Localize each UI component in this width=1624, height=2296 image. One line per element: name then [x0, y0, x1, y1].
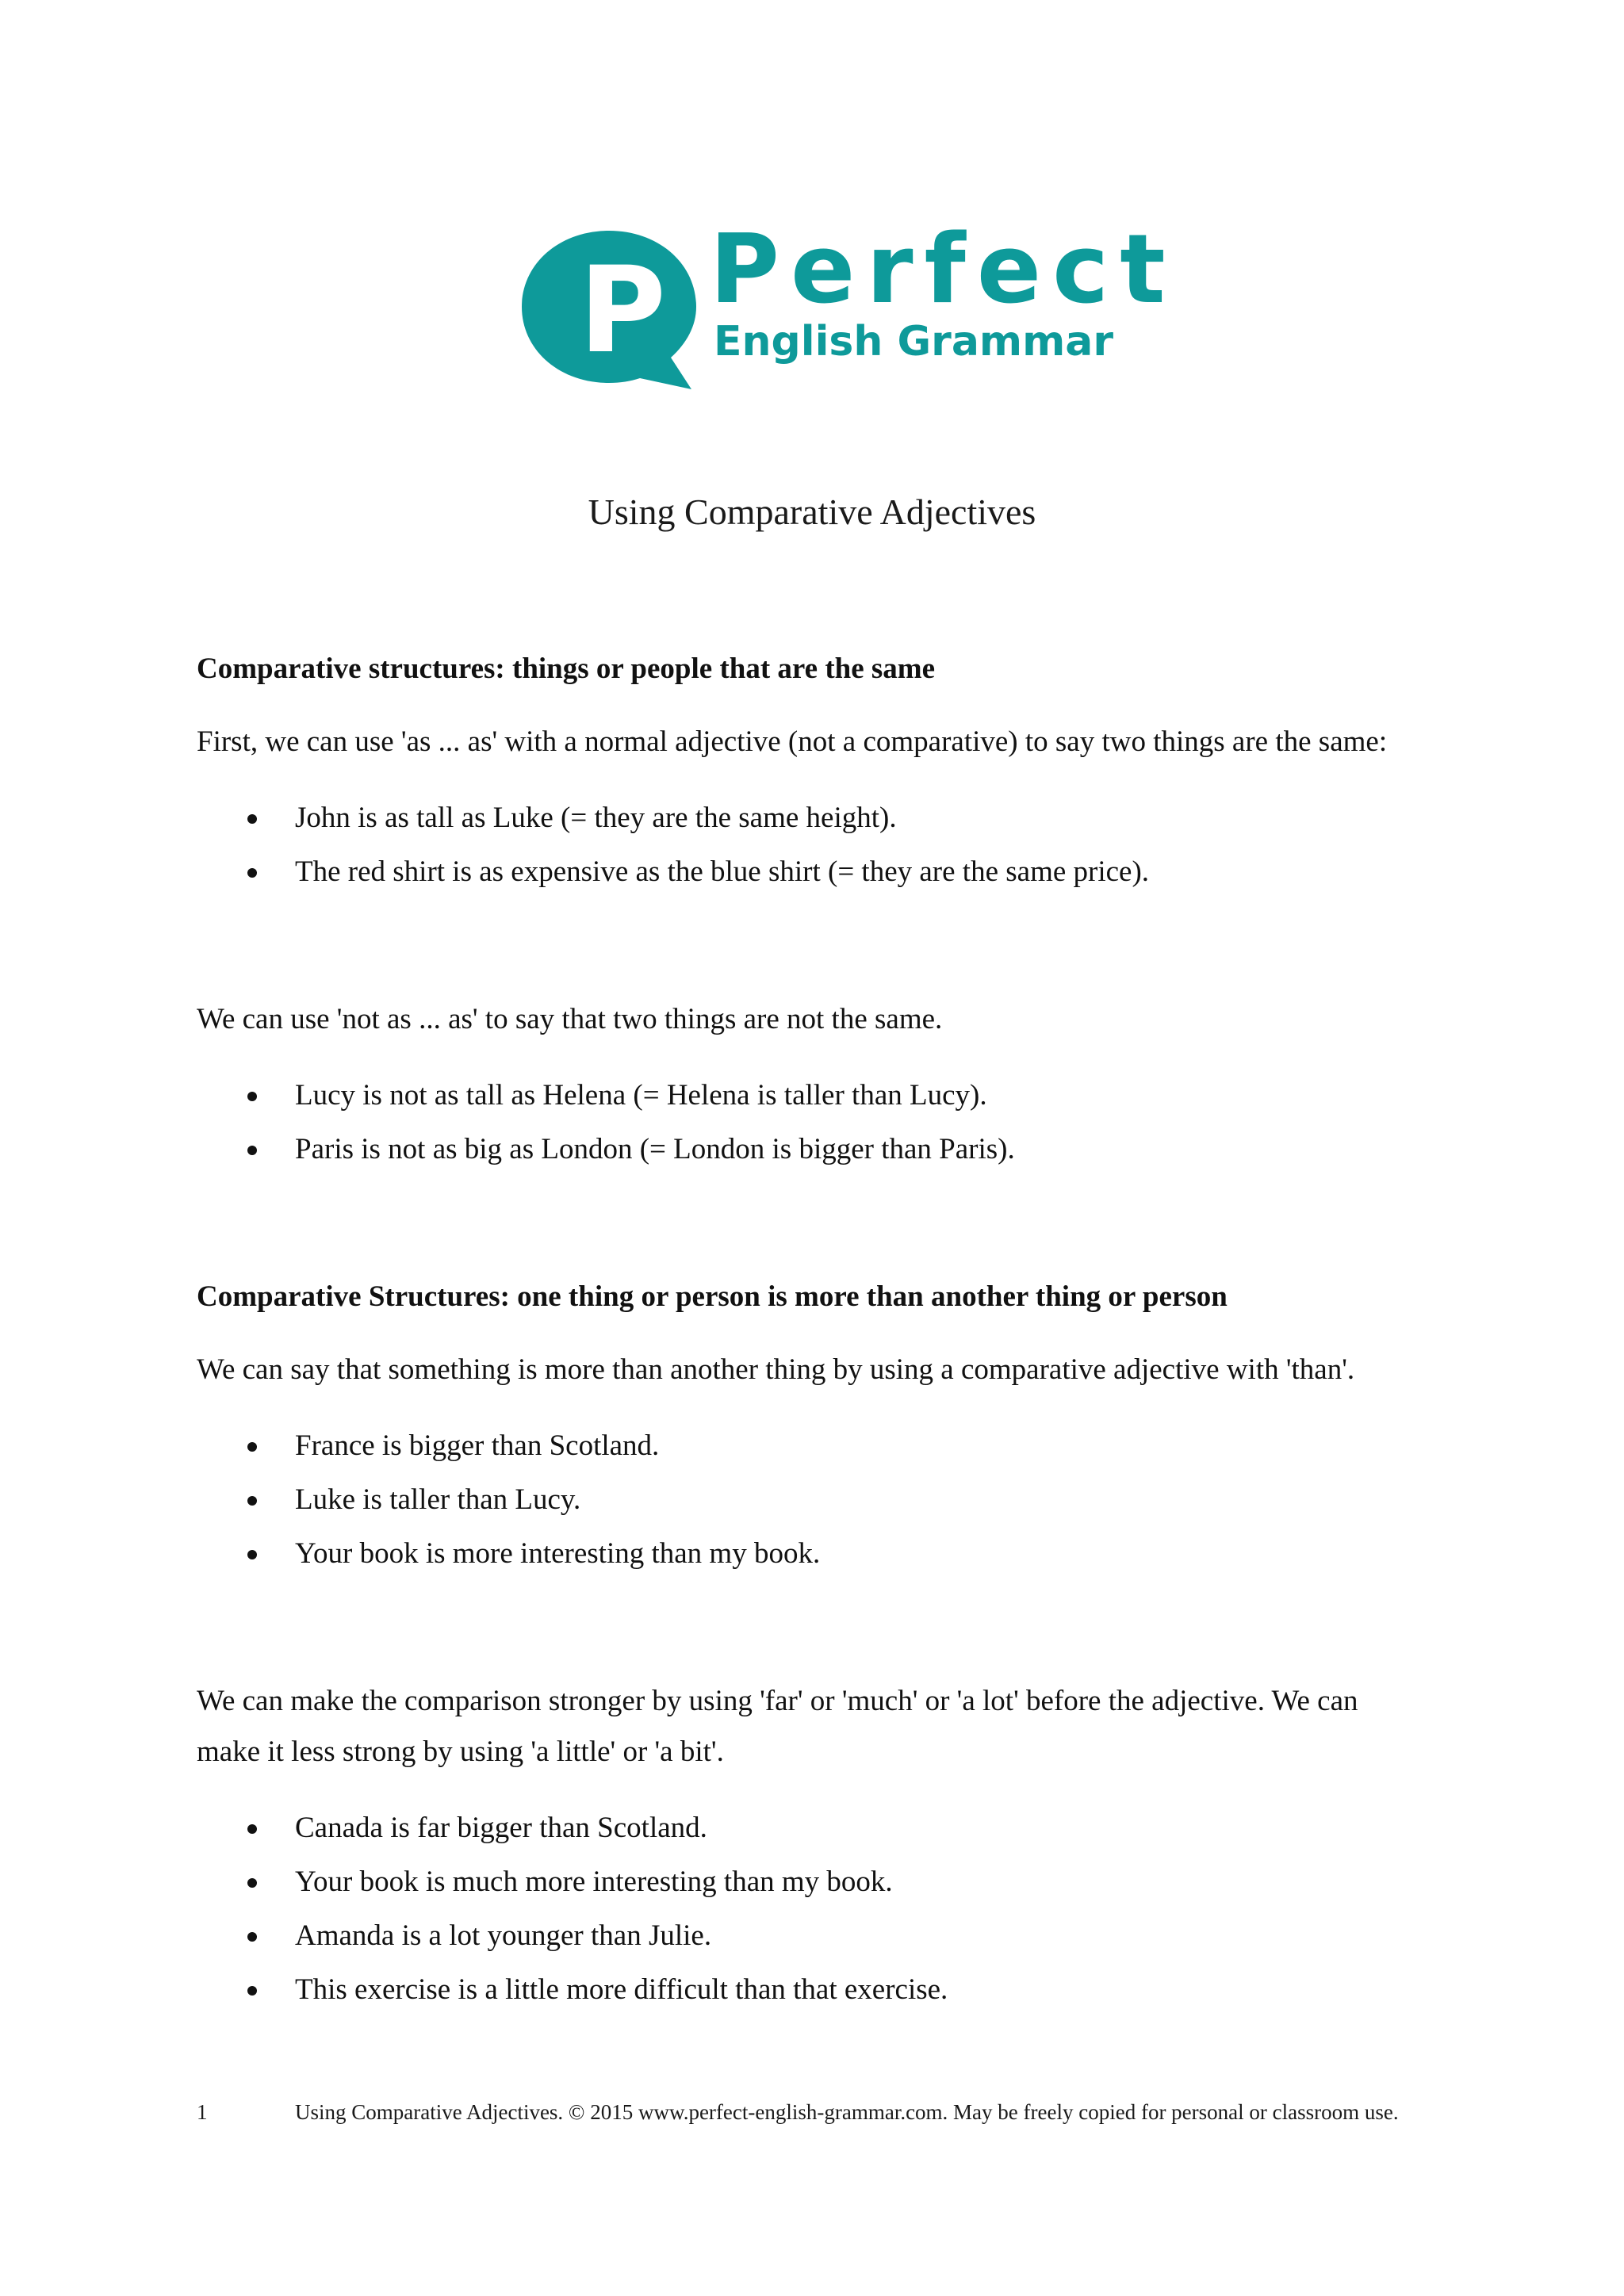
page-title: Using Comparative Adjectives — [588, 492, 1036, 532]
section-1-group-1 — [197, 717, 1434, 767]
list-item: Lucy is not as tall as Helena (= Helena is taller than Lucy). — [197, 1069, 1434, 1123]
footer-text: Using Comparative Adjectives. © 2015 www.perfect-english-grammar.com. May be freely copied for personal or classroom use. — [295, 2100, 1399, 2124]
logo-word-english-grammar: English Grammar — [714, 318, 1114, 365]
paragraph: We can use 'not as ... as' to say that two things are not the same. — [197, 1003, 943, 1035]
list-item: Your book is much more interesting than my book. — [197, 1855, 1434, 1909]
bullet-list — [197, 1069, 1434, 1177]
section-heading: Comparative structures: things or people that are the same — [197, 652, 936, 685]
bullet-list — [197, 1419, 1434, 1581]
logo-word-perfect: Perfect — [710, 215, 1177, 325]
section-heading: Comparative Structures: one thing or person is more than another thing or person — [197, 1280, 1228, 1313]
section-1-group-2-list — [197, 1069, 1434, 1177]
bullet-list — [197, 1801, 1434, 2017]
section-2-group-2-list — [197, 1801, 1434, 2017]
list-item: This exercise is a little more difficult than that exercise. — [197, 1963, 1434, 2017]
section-2-group-2 — [197, 1676, 1434, 1777]
section-1-group-2 — [197, 994, 1434, 1045]
paragraph: First, we can use 'as ... as' with a normal adjective (not a comparative) to say two things are the same: — [197, 725, 1388, 758]
section-1-group-1-list — [197, 791, 1434, 899]
logo-letter: P — [579, 242, 666, 380]
section-2-group-1 — [197, 1345, 1434, 1395]
paragraph-line: make it less strong by using 'a little' or 'a bit'. — [197, 1735, 724, 1768]
section-2-group-1-list — [197, 1419, 1434, 1581]
section-2 — [197, 1280, 1434, 1314]
section-1 — [197, 652, 1434, 687]
list-item: France is bigger than Scotland. — [197, 1419, 1434, 1473]
paragraph: We can say that something is more than another thing by using a comparative adjective with 'than'. — [197, 1353, 1355, 1386]
list-item: Canada is far bigger than Scotland. — [197, 1801, 1434, 1855]
list-item: The red shirt is as expensive as the blue shirt (= they are the same price). — [197, 845, 1434, 899]
bullet-list — [197, 791, 1434, 899]
list-item: Paris is not as big as London (= London is bigger than Paris). — [197, 1123, 1434, 1177]
paragraph-line: We can make the comparison stronger by using 'far' or 'much' or 'a lot' before the adjective. We can — [197, 1685, 1358, 1717]
list-item: Luke is taller than Lucy. — [197, 1473, 1434, 1527]
perfect-english-grammar-logo — [515, 215, 1177, 396]
list-item: Amanda is a lot younger than Julie. — [197, 1909, 1434, 1963]
list-item: Your book is more interesting than my book. — [197, 1527, 1434, 1581]
speech-bubble-logo-icon — [515, 226, 706, 396]
list-item: John is as tall as Luke (= they are the same height). — [197, 791, 1434, 845]
page-number: 1 — [197, 2100, 208, 2124]
